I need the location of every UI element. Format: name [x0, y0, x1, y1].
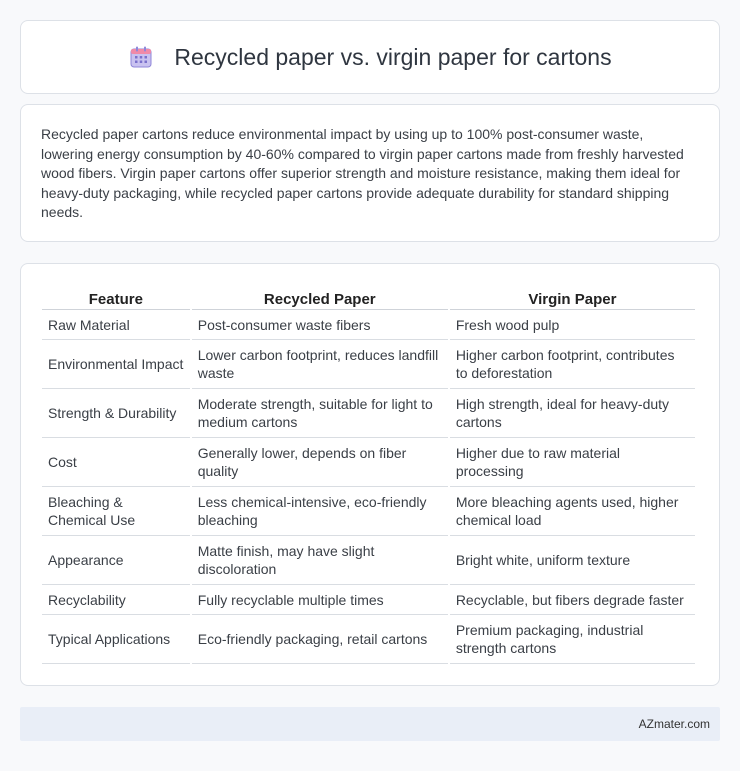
- feature-cell: Bleaching & Chemical Use: [42, 487, 190, 536]
- table-row: [42, 585, 695, 615]
- intro-card: [20, 104, 720, 242]
- table-row: [42, 389, 695, 438]
- table-row: [42, 487, 695, 536]
- feature-cell: Strength & Durability: [42, 389, 190, 438]
- virgin-cell: Higher carbon footprint, contributes to deforestation: [450, 340, 695, 389]
- footer-bar: [20, 707, 720, 741]
- table-row: [42, 438, 695, 487]
- table-header-row: [42, 284, 695, 310]
- virgin-cell: Fresh wood pulp: [450, 310, 695, 340]
- feature-cell: Environmental Impact: [42, 340, 190, 389]
- recycled-cell: Matte finish, may have slight discoloration: [192, 536, 448, 585]
- footer-brand: AZmater.com: [638, 717, 710, 731]
- virgin-cell: Recyclable, but fibers degrade faster: [450, 585, 695, 615]
- page-title: Recycled paper vs. virgin paper for cartons: [174, 43, 612, 70]
- recycled-cell: Fully recyclable multiple times: [192, 585, 448, 615]
- recycled-cell: Post-consumer waste fibers: [192, 310, 448, 340]
- calendar-icon: [128, 44, 154, 70]
- virgin-cell: High strength, ideal for heavy-duty cartons: [450, 389, 695, 438]
- recycled-cell: Lower carbon footprint, reduces landfill waste: [192, 340, 448, 389]
- feature-cell: Cost: [42, 438, 190, 487]
- table-row: [42, 340, 695, 389]
- recycled-cell: Generally lower, depends on fiber quality: [192, 438, 448, 487]
- comparison-card: [20, 263, 720, 686]
- comparison-table: [40, 284, 697, 664]
- intro-text: Recycled paper cartons reduce environmental impact by using up to 100% post-consumer waste, lowering energy consumption by 40-60% compared to virgin paper cartons made from freshly harvested wood fibers. Virgin paper cartons offer superior strength and moisture resistance, making them ideal for heavy-duty packaging, while recycled paper cartons provide adequate durability for standard shipping needs.: [41, 126, 684, 220]
- header-feature: Feature: [42, 284, 190, 310]
- recycled-cell: Less chemical-intensive, eco-friendly bleaching: [192, 487, 448, 536]
- title-card: [20, 20, 720, 94]
- virgin-cell: Premium packaging, industrial strength cartons: [450, 615, 695, 664]
- table-row: [42, 615, 695, 664]
- recycled-cell: Moderate strength, suitable for light to medium cartons: [192, 389, 448, 438]
- feature-cell: Raw Material: [42, 310, 190, 340]
- virgin-cell: Bright white, uniform texture: [450, 536, 695, 585]
- header-virgin: Virgin Paper: [450, 284, 695, 310]
- header-recycled: Recycled Paper: [192, 284, 448, 310]
- virgin-cell: More bleaching agents used, higher chemical load: [450, 487, 695, 536]
- table-row: [42, 310, 695, 340]
- feature-cell: Appearance: [42, 536, 190, 585]
- feature-cell: Typical Applications: [42, 615, 190, 664]
- virgin-cell: Higher due to raw material processing: [450, 438, 695, 487]
- table-row: [42, 536, 695, 585]
- feature-cell: Recyclability: [42, 585, 190, 615]
- recycled-cell: Eco-friendly packaging, retail cartons: [192, 615, 448, 664]
